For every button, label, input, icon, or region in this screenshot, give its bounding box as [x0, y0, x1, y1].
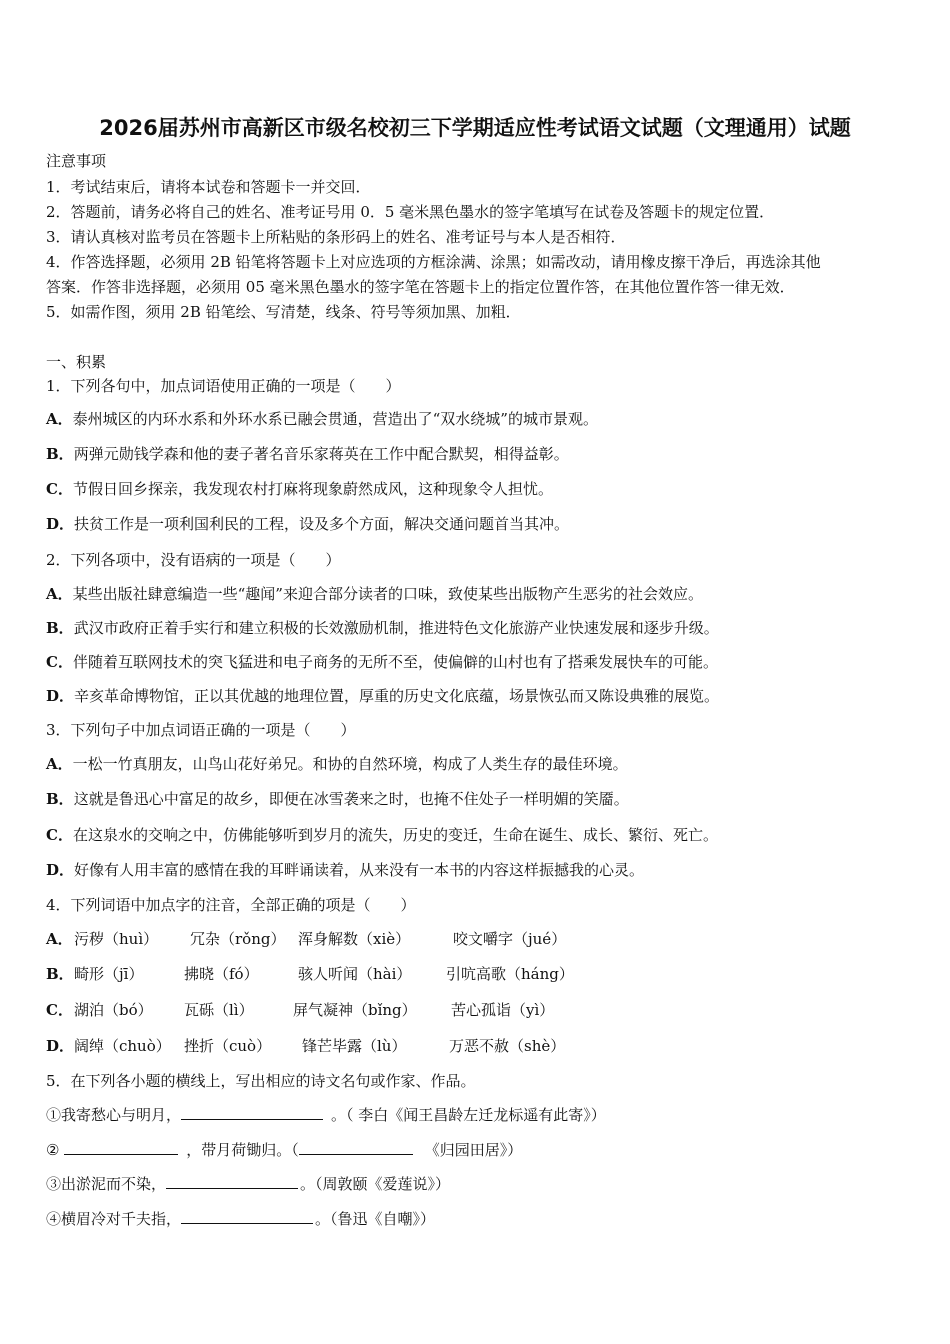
answer-blank[interactable] — [299, 1139, 413, 1155]
pinyin-item: 锋芒毕露（lù） — [302, 1037, 407, 1055]
option-letter: B． — [46, 965, 74, 983]
answer-blank[interactable] — [181, 1208, 313, 1224]
poem-text: ①我寄愁心与明月， — [46, 1106, 182, 1124]
option-letter: C． — [46, 480, 73, 498]
poem-text: ，带月荷锄归。（ — [186, 1141, 299, 1159]
pinyin-item: 挫折（cuò） — [184, 1037, 272, 1055]
option-text: 武汉市政府正着手实行和建立积极的长效激励机制，推进特色文化旅游产业快速发展和逐步升级。 — [73, 619, 719, 637]
option-letter: C． — [46, 1001, 73, 1019]
poem-source: 。（ 李白《闻王昌龄左迁龙标遥有此寄》） — [331, 1106, 606, 1124]
section-heading: 一、积累 — [46, 353, 107, 371]
option-letter: D． — [46, 1037, 75, 1055]
q1-option-b — [46, 444, 569, 464]
question-3-stem: 3．下列句子中加点词语正确的一项是（ ） — [46, 721, 356, 739]
option-letter: B． — [46, 790, 74, 808]
q5-item-3 — [46, 1173, 450, 1194]
pinyin-item: 瓦砾（lì） — [184, 1001, 254, 1019]
pinyin-item: 骇人听闻（hài） — [298, 965, 412, 983]
q2-option-b — [46, 618, 719, 638]
option-letter: D． — [46, 515, 75, 533]
question-5-stem: 5．在下列各小题的横线上，写出相应的诗文名句或作家、作品。 — [46, 1072, 476, 1090]
note-item: 3．请认真核对监考员在答题卡上所粘贴的条形码上的姓名、准考证号与本人是否相符． — [46, 228, 626, 246]
q2-option-d — [46, 686, 719, 706]
q5-item-4 — [46, 1208, 435, 1229]
question-2-stem: 2．下列各项中，没有语病的一项是（ ） — [46, 551, 341, 569]
pinyin-item: 畸形（jī） — [74, 965, 144, 983]
q1-option-d — [46, 514, 569, 534]
q2-option-c — [46, 652, 718, 672]
q3-option-d — [46, 860, 644, 880]
note-item: 1．考试结束后，请将本试卷和答题卡一并交回． — [46, 178, 371, 196]
option-text: 扶贫工作是一项利国利民的工程，设及多个方面，解决交通问题首当其冲。 — [74, 515, 570, 533]
question-4-stem: 4．下列词语中加点字的注音，全部正确的项是（ ） — [46, 896, 416, 914]
pinyin-item: 阔绰（chuò） — [74, 1037, 171, 1055]
poem-source: 。（鲁迅《自嘲》） — [315, 1210, 436, 1228]
option-letter: C． — [46, 826, 73, 844]
option-text: 伴随着互联网技术的突飞猛进和电子商务的无所不至，使偏僻的山村也有了搭乘发展快车的可能。 — [72, 653, 718, 671]
option-text: 这就是鲁迅心中富足的故乡，即便在冰雪袭来之时，也掩不住处子一样明媚的笑靥。 — [73, 790, 629, 808]
option-text: 辛亥革命博物馆，正以其优越的地理位置，厚重的历史文化底蕴，场景恢弘而又陈设典雅的展览。 — [74, 687, 720, 705]
option-letter: B． — [46, 619, 74, 637]
poem-text: ④横眉冷对千夫指， — [46, 1210, 182, 1228]
q3-option-c — [46, 825, 718, 845]
option-letter: A． — [46, 755, 73, 773]
question-1-stem: 1．下列各句中，加点词语使用正确的一项是（ ） — [46, 377, 401, 395]
poem-source: 。（周敦颐《爱莲说》） — [300, 1175, 451, 1193]
note-item: 4．作答选择题，必须用 2B 铅笔将答题卡上对应选项的方框涂满、涂黑；如需改动，请用橡皮擦干净后，再选涂其他 — [46, 253, 821, 271]
option-text: 在这泉水的交响之中，仿佛能够听到岁月的流失，历史的变迁，生命在诞生、成长、繁衍、死亡。 — [72, 826, 718, 844]
answer-blank[interactable] — [64, 1139, 178, 1155]
pinyin-item: 咬文嚼字（jué） — [453, 930, 567, 948]
option-letter: C． — [46, 653, 73, 671]
answer-blank[interactable] — [166, 1173, 298, 1189]
poem-text: ② — [46, 1141, 65, 1159]
pinyin-item: 拂晓（fó） — [184, 965, 259, 983]
pinyin-item: 湖泊（bó） — [74, 1001, 153, 1019]
q2-option-a — [46, 584, 703, 604]
option-letter: A． — [46, 410, 73, 428]
q3-option-b — [46, 789, 629, 809]
option-text: 两弹元勋钱学森和他的妻子著名音乐家蒋英在工作中配合默契，相得益彰。 — [73, 445, 569, 463]
pinyin-item: 污秽（huì） — [74, 930, 159, 948]
note-item: 2．答题前，请务必将自己的姓名、准考证号用 0．5 毫米黑色墨水的签字笔填写在试卷及答题卡的规定位置． — [46, 203, 775, 221]
answer-blank[interactable] — [181, 1104, 323, 1120]
q5-item-1 — [46, 1104, 606, 1125]
pinyin-item: 屏气凝神（bǐng） — [293, 1001, 417, 1019]
option-text: 节假日回乡探亲，我发现农村打麻将现象蔚然成风，这种现象令人担忧。 — [72, 480, 553, 498]
pinyin-item: 苦心孤诣（yì） — [451, 1001, 555, 1019]
pinyin-item: 万恶不赦（shè） — [449, 1037, 566, 1055]
pinyin-item: 引吭高歌（háng） — [446, 965, 574, 983]
option-text: 好像有人用丰富的感情在我的耳畔诵读着，从来没有一本书的内容这样振撼我的心灵。 — [74, 861, 645, 879]
q5-item-2 — [46, 1139, 522, 1160]
note-item: 答案．作答非选择题，必须用 05 毫米黑色墨水的签字笔在答题卡上的指定位置作答，在其他位置作答一律无效． — [46, 278, 795, 296]
page-title: 2026届苏州市高新区市级名校初三下学期适应性考试语文试题（文理通用）试题 — [99, 116, 851, 140]
q1-option-c — [46, 479, 553, 499]
option-text: 一松一竹真朋友，山鸟山花好弟兄。和协的自然环境，构成了人类生存的最佳环境。 — [72, 755, 628, 773]
q3-option-a — [46, 754, 628, 774]
note-item: 5．如需作图，须用 2B 铅笔绘、写清楚，线条、符号等须加黑、加粗． — [46, 303, 521, 321]
option-letter: A． — [46, 930, 73, 948]
option-letter: A． — [46, 585, 73, 603]
poem-source: 《归园田居》） — [424, 1141, 523, 1159]
option-text: 某些出版社肆意编造一些“趣闻”来迎合部分读者的口味，致使某些出版物产生恶劣的社会效应。 — [72, 585, 703, 603]
q1-option-a — [46, 409, 598, 429]
option-text: 泰州城区的内环水系和外环水系已融会贯通，营造出了“双水绕城”的城市景观。 — [72, 410, 598, 428]
pinyin-item: 冗杂（rǒng） — [190, 930, 286, 948]
notes-heading: 注意事项 — [46, 152, 107, 170]
option-letter: B． — [46, 445, 74, 463]
poem-text: ③出淤泥而不染， — [46, 1175, 167, 1193]
option-letter: D． — [46, 861, 75, 879]
option-letter: D． — [46, 687, 75, 705]
pinyin-item: 浑身解数（xiè） — [298, 930, 411, 948]
